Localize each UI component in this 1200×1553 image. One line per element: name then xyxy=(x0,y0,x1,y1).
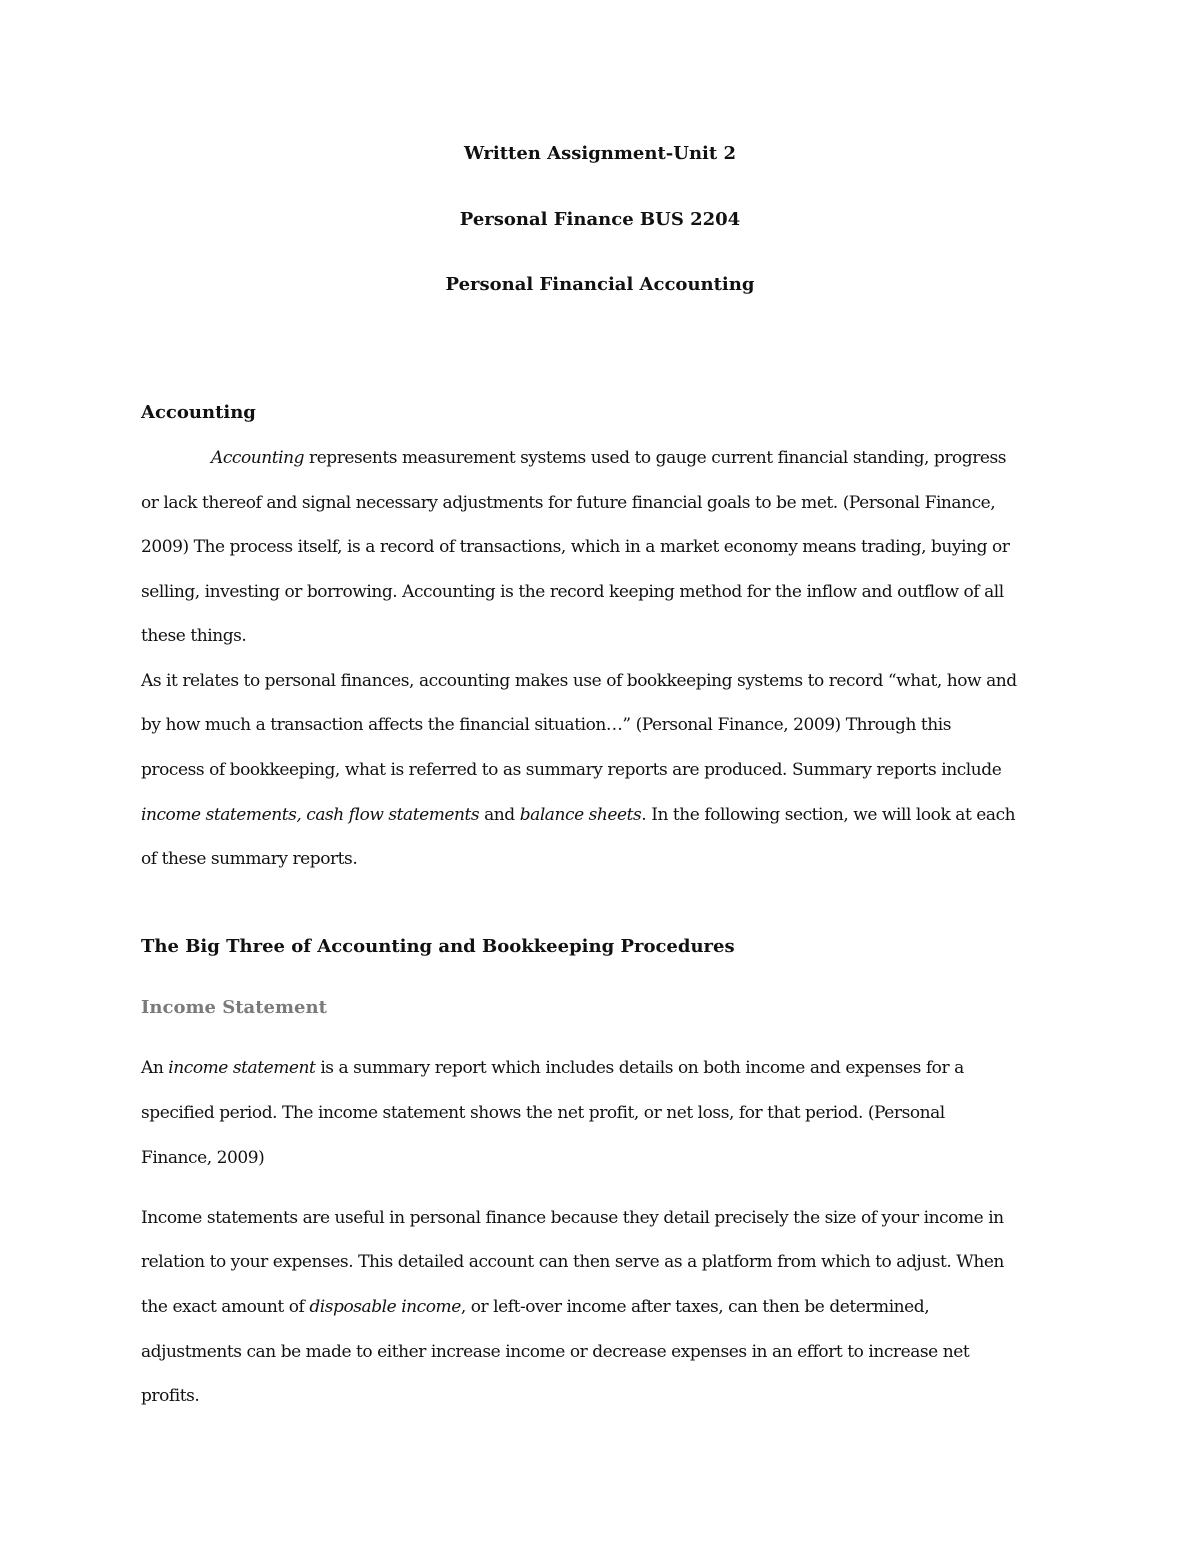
accounting-term: Accounting xyxy=(211,448,305,468)
text-span: represents measurement systems used to gauge current financial standing, progress xyxy=(304,448,1007,468)
text-span: , or left-over income after taxes, can then be determined, xyxy=(460,1297,930,1317)
income-p2-line3 xyxy=(141,1295,929,1319)
accounting-heading: Accounting xyxy=(141,402,256,423)
income-p2-line5: profits. xyxy=(141,1386,200,1406)
income-p1-line2: specified period. The income statement shows the net profit, or net loss, for that period. (Personal xyxy=(141,1103,945,1123)
assignment-title: Written Assignment-Unit 2 xyxy=(463,143,736,164)
accounting-p1-line2: or lack thereof and signal necessary adjustments for future financial goals to be met. (Personal Finance, xyxy=(141,493,996,513)
balance-sheets-term: balance sheets xyxy=(519,805,642,825)
accounting-p2-line1: As it relates to personal finances, accounting makes use of bookkeeping systems to record “what, how and xyxy=(141,671,1017,691)
accounting-p2-line4 xyxy=(141,803,1015,827)
income-p1-line1 xyxy=(141,1056,964,1080)
accounting-p1-line4: selling, investing or borrowing. Accounting is the record keeping method for the inflow and outflow of all xyxy=(141,582,1004,602)
text-span: . In the following section, we will look at each xyxy=(641,805,1016,825)
accounting-p1-line3: 2009) The process itself, is a record of transactions, which in a market economy means trading, buying or xyxy=(141,537,1010,557)
income-statement-term: income statement xyxy=(168,1058,316,1078)
income-p1-line3: Finance, 2009) xyxy=(141,1148,265,1168)
accounting-p2-line2: by how much a transaction affects the financial situation…” (Personal Finance, 2009) Through this xyxy=(141,715,952,735)
text-span: and xyxy=(479,805,520,825)
text-span: is a summary report which includes details on both income and expenses for a xyxy=(315,1058,964,1078)
text-span: the exact amount of xyxy=(141,1297,310,1317)
income-p2-line4: adjustments can be made to either increase income or decrease expenses in an effort to increase net xyxy=(141,1342,970,1362)
income-p2-line2: relation to your expenses. This detailed account can then serve as a platform from which to adjust. When xyxy=(141,1252,1004,1272)
accounting-p1-line1 xyxy=(211,446,1006,470)
accounting-p2-line5: of these summary reports. xyxy=(141,849,358,869)
income-statement-subheading: Income Statement xyxy=(141,997,327,1018)
text-span: An xyxy=(141,1058,169,1078)
big-three-heading: The Big Three of Accounting and Bookkeeping Procedures xyxy=(141,936,735,957)
income-p2-line1: Income statements are useful in personal finance because they detail precisely the size of your income in xyxy=(141,1208,1004,1228)
accounting-p2-line3: process of bookkeeping, what is referred to as summary reports are produced. Summary reports include xyxy=(141,760,1002,780)
disposable-income-term: disposable income xyxy=(309,1297,461,1317)
accounting-p1-line5: these things. xyxy=(141,626,247,646)
summary-report-terms: income statements, cash flow statements xyxy=(141,805,480,825)
course-title: Personal Finance BUS 2204 xyxy=(459,209,741,230)
document-title: Personal Financial Accounting xyxy=(445,274,755,295)
